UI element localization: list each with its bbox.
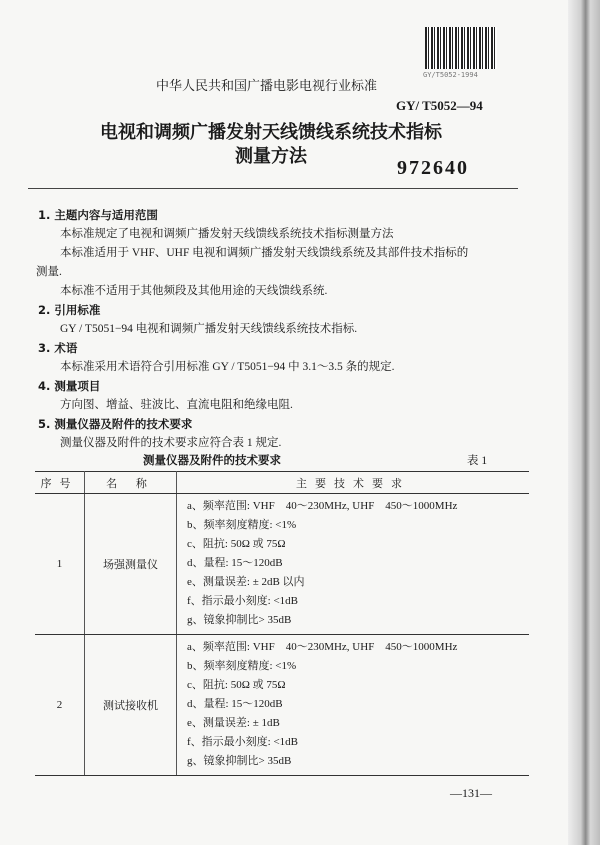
paragraph: 本标准适用于 VHF、UHF 电视和调频广播发射天线馈线系统及其部件技术指标的 — [60, 247, 469, 259]
row-requirements — [177, 494, 530, 635]
stamp-number: 972640 — [397, 157, 469, 179]
header-requirements: 主要技术要求 — [177, 472, 530, 494]
requirement: c、阻抗: 50Ω 或 75Ω — [187, 538, 286, 550]
requirement: f、指示最小刻度: <1dB — [187, 595, 299, 607]
requirement: a、频率范围: VHF 40～230MHz, UHF 450～1000MHz — [187, 641, 458, 653]
requirement: d、量程: 15～120dB — [187, 557, 283, 569]
section-number: 4. — [38, 379, 51, 393]
table-header — [35, 472, 529, 494]
row-requirements — [177, 635, 530, 776]
page-number: —131— — [450, 786, 492, 800]
paragraph: 测量仪器及附件的技术要求应符合表 1 规定. — [60, 437, 282, 449]
requirement: d、量程: 15～120dB — [187, 698, 283, 710]
requirement: b、频率刻度精度: <1% — [187, 519, 297, 531]
row-no: 1 — [35, 494, 85, 635]
section-heading: 测量项目 — [54, 379, 101, 393]
paragraph: 本标准采用术语符合引用标准 GY / T5051−94 中 3.1～3.5 条的规定. — [60, 361, 395, 373]
section-heading: 测量仪器及附件的技术要求 — [54, 417, 193, 431]
barcode-text: GY/T5052-1994 — [423, 71, 478, 79]
requirement: g、镜象抑制比> 35dB — [187, 614, 292, 626]
section-number: 3. — [38, 341, 51, 355]
paragraph: GY / T5051−94 电视和调频广播发射天线馈线系统技术指标. — [60, 323, 358, 335]
requirement: g、镜象抑制比> 35dB — [187, 755, 292, 767]
row-no: 2 — [35, 635, 85, 776]
table-label: 表 1 — [467, 455, 488, 467]
requirements-table — [35, 471, 529, 776]
section-1 — [38, 206, 468, 453]
issuer: 中华人民共和国广播电影电视行业标准 — [156, 78, 378, 93]
section-heading: 引用标准 — [54, 303, 101, 317]
row-name: 场强测量仪 — [85, 494, 177, 635]
standard-number: GY/ T5052—94 — [396, 98, 483, 113]
section-heading: 主题内容与适用范围 — [54, 208, 158, 222]
paragraph: 本标准规定了电视和调频广播发射天线馈线系统技术指标测量方法 — [60, 228, 394, 240]
table-row — [35, 635, 529, 776]
header-name: 名 称 — [85, 472, 177, 494]
section-number: 5. — [38, 417, 51, 431]
barcode — [425, 27, 497, 69]
requirement: b、频率刻度精度: <1% — [187, 660, 297, 672]
paragraph: 本标准不适用于其他频段及其他用途的天线馈线系统. — [60, 285, 328, 297]
section-number: 2. — [38, 303, 51, 317]
title-line1: 电视和调频广播发射天线馈线系统技术指标 — [100, 122, 442, 143]
section-number: 1. — [38, 208, 51, 222]
header-no: 序号 — [35, 472, 85, 494]
divider — [28, 188, 518, 189]
requirement: e、测量误差: ± 1dB — [187, 717, 280, 729]
requirement: f、指示最小刻度: <1dB — [187, 736, 299, 748]
requirement: a、频率范围: VHF 40～230MHz, UHF 450～1000MHz — [187, 500, 458, 512]
scan-edge — [568, 0, 600, 845]
paragraph: 方向图、增益、驻波比、直流电阻和绝缘电阻. — [60, 399, 293, 411]
row-name: 测试接收机 — [85, 635, 177, 776]
table-caption: 测量仪器及附件的技术要求 — [143, 453, 281, 467]
table-row — [35, 494, 529, 635]
requirement: c、阻抗: 50Ω 或 75Ω — [187, 679, 286, 691]
title-line2: 测量方法 — [235, 146, 307, 167]
section-heading: 术语 — [54, 341, 78, 355]
paragraph: 测量. — [36, 266, 62, 278]
requirement: e、测量误差: ± 2dB 以内 — [187, 576, 305, 588]
